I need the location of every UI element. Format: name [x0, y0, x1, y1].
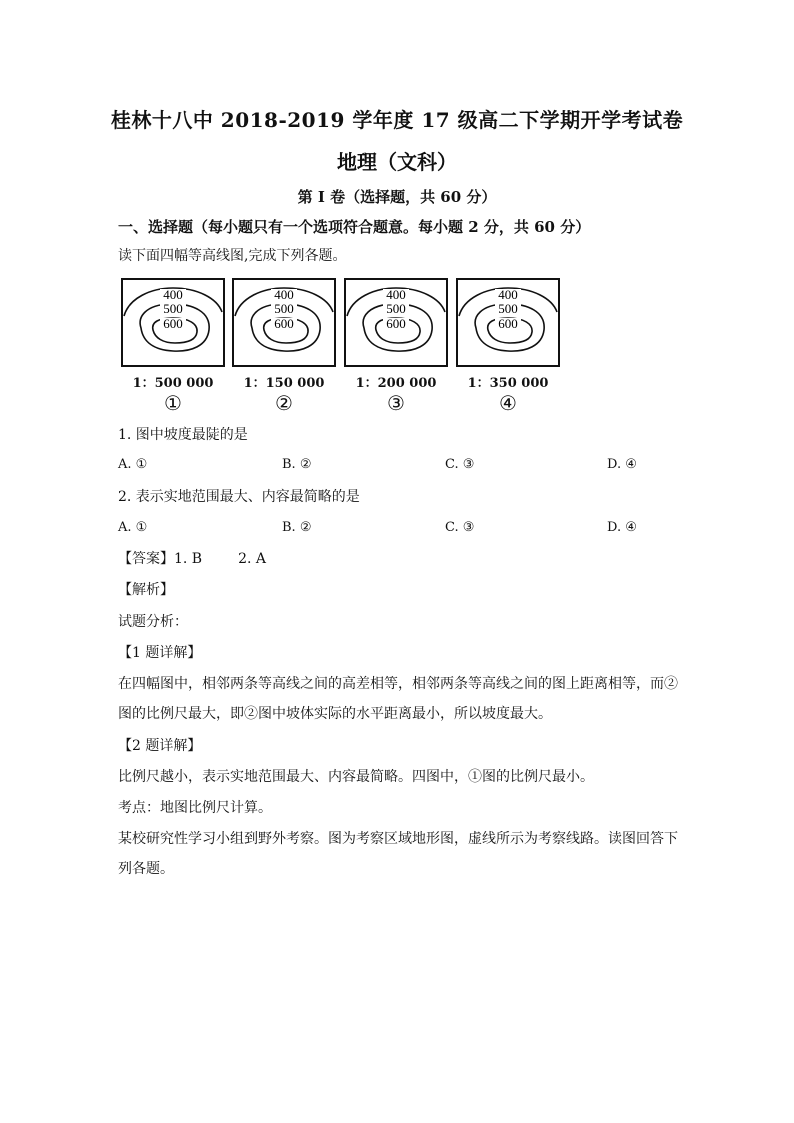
q2-detail-label: 【2 题详解】	[118, 738, 202, 754]
q1-option-b: B. ②	[282, 457, 312, 472]
section-intro: 读下面四幅等高线图,完成下列各题。	[118, 248, 347, 264]
contour-value-label: 400	[163, 287, 183, 302]
q1-detail-text: 在四幅图中，相邻两条等高线之间的高差相等，相邻两条等高线之间的图上距离相等，而②图的比例尺最大，即②图中坡体实际的水平距离最小，所以坡度最大。	[118, 676, 678, 722]
q1-option-d: D. ④	[607, 457, 637, 472]
contour-value-label: 500	[274, 301, 294, 316]
q1-option-a: A. ①	[118, 457, 148, 472]
exam-title: 桂林十八中 2018-2019 学年度 17 级高二下学期开学考试卷	[110, 108, 684, 132]
map-number-label: ①	[164, 391, 182, 415]
map-scale: 1：200 000	[355, 376, 437, 391]
question-1-text: 1. 图中坡度最陡的是	[118, 427, 248, 443]
map-number-label: ④	[499, 391, 517, 415]
analysis-intro: 试题分析：	[118, 614, 188, 630]
contour-map-2	[232, 278, 336, 415]
q1-option-c: C. ③	[445, 457, 475, 472]
q2-option-d: D. ④	[607, 520, 637, 535]
contour-diagram	[121, 278, 225, 368]
q2-option-b: B. ②	[282, 520, 312, 535]
contour-value-label: 600	[498, 316, 518, 331]
exam-point: 考点：地图比例尺计算。	[118, 800, 272, 816]
map-number-label: ②	[275, 391, 293, 415]
contour-value-label: 600	[274, 316, 294, 331]
contour-value-label: 500	[386, 301, 406, 316]
answer-label: 【答案】	[118, 551, 174, 567]
contour-diagram	[344, 278, 448, 368]
map-scale: 1：150 000	[243, 376, 325, 391]
answer-1: 1. B	[174, 551, 203, 567]
contour-value-label: 600	[163, 316, 183, 331]
section-heading: 一、选择题（每小题只有一个选项符合题意。每小题 2 分，共 60 分）	[118, 218, 591, 236]
contour-maps-figure	[118, 278, 568, 418]
contour-value-label: 500	[498, 301, 518, 316]
question-2-text: 2. 表示实地范围最大、内容最简略的是	[118, 489, 360, 505]
q2-option-a: A. ①	[118, 520, 148, 535]
contour-map-1	[121, 278, 225, 415]
contour-value-label: 400	[274, 287, 294, 302]
next-question-intro: 某校研究性学习小组到野外考察。图为考察区域地形图，虚线所示为考察线路。读图回答下列各题。	[118, 831, 678, 877]
answer-2: 2. A	[238, 551, 267, 567]
contour-value-label: 600	[386, 316, 406, 331]
contour-diagram	[232, 278, 336, 368]
map-scale: 1：500 000	[132, 376, 214, 391]
contour-diagram	[456, 278, 560, 368]
contour-value-label: 500	[163, 301, 183, 316]
answer-line	[118, 549, 266, 569]
contour-map-3	[344, 278, 448, 415]
contour-value-label: 400	[386, 287, 406, 302]
analysis-label: 【解析】	[118, 582, 174, 598]
q1-detail-label: 【1 题详解】	[118, 645, 202, 661]
map-scale: 1：350 000	[467, 376, 549, 391]
contour-value-label: 400	[498, 287, 518, 302]
q2-option-c: C. ③	[445, 520, 475, 535]
q2-detail-text: 比例尺越小，表示实地范围最大、内容最简略。四图中，①图的比例尺最小。	[118, 769, 594, 785]
map-number-label: ③	[387, 391, 405, 415]
contour-map-4	[456, 278, 560, 415]
subject-title: 地理（文科）	[337, 150, 457, 174]
volume-title: 第 I 卷（选择题，共 60 分）	[297, 188, 497, 206]
